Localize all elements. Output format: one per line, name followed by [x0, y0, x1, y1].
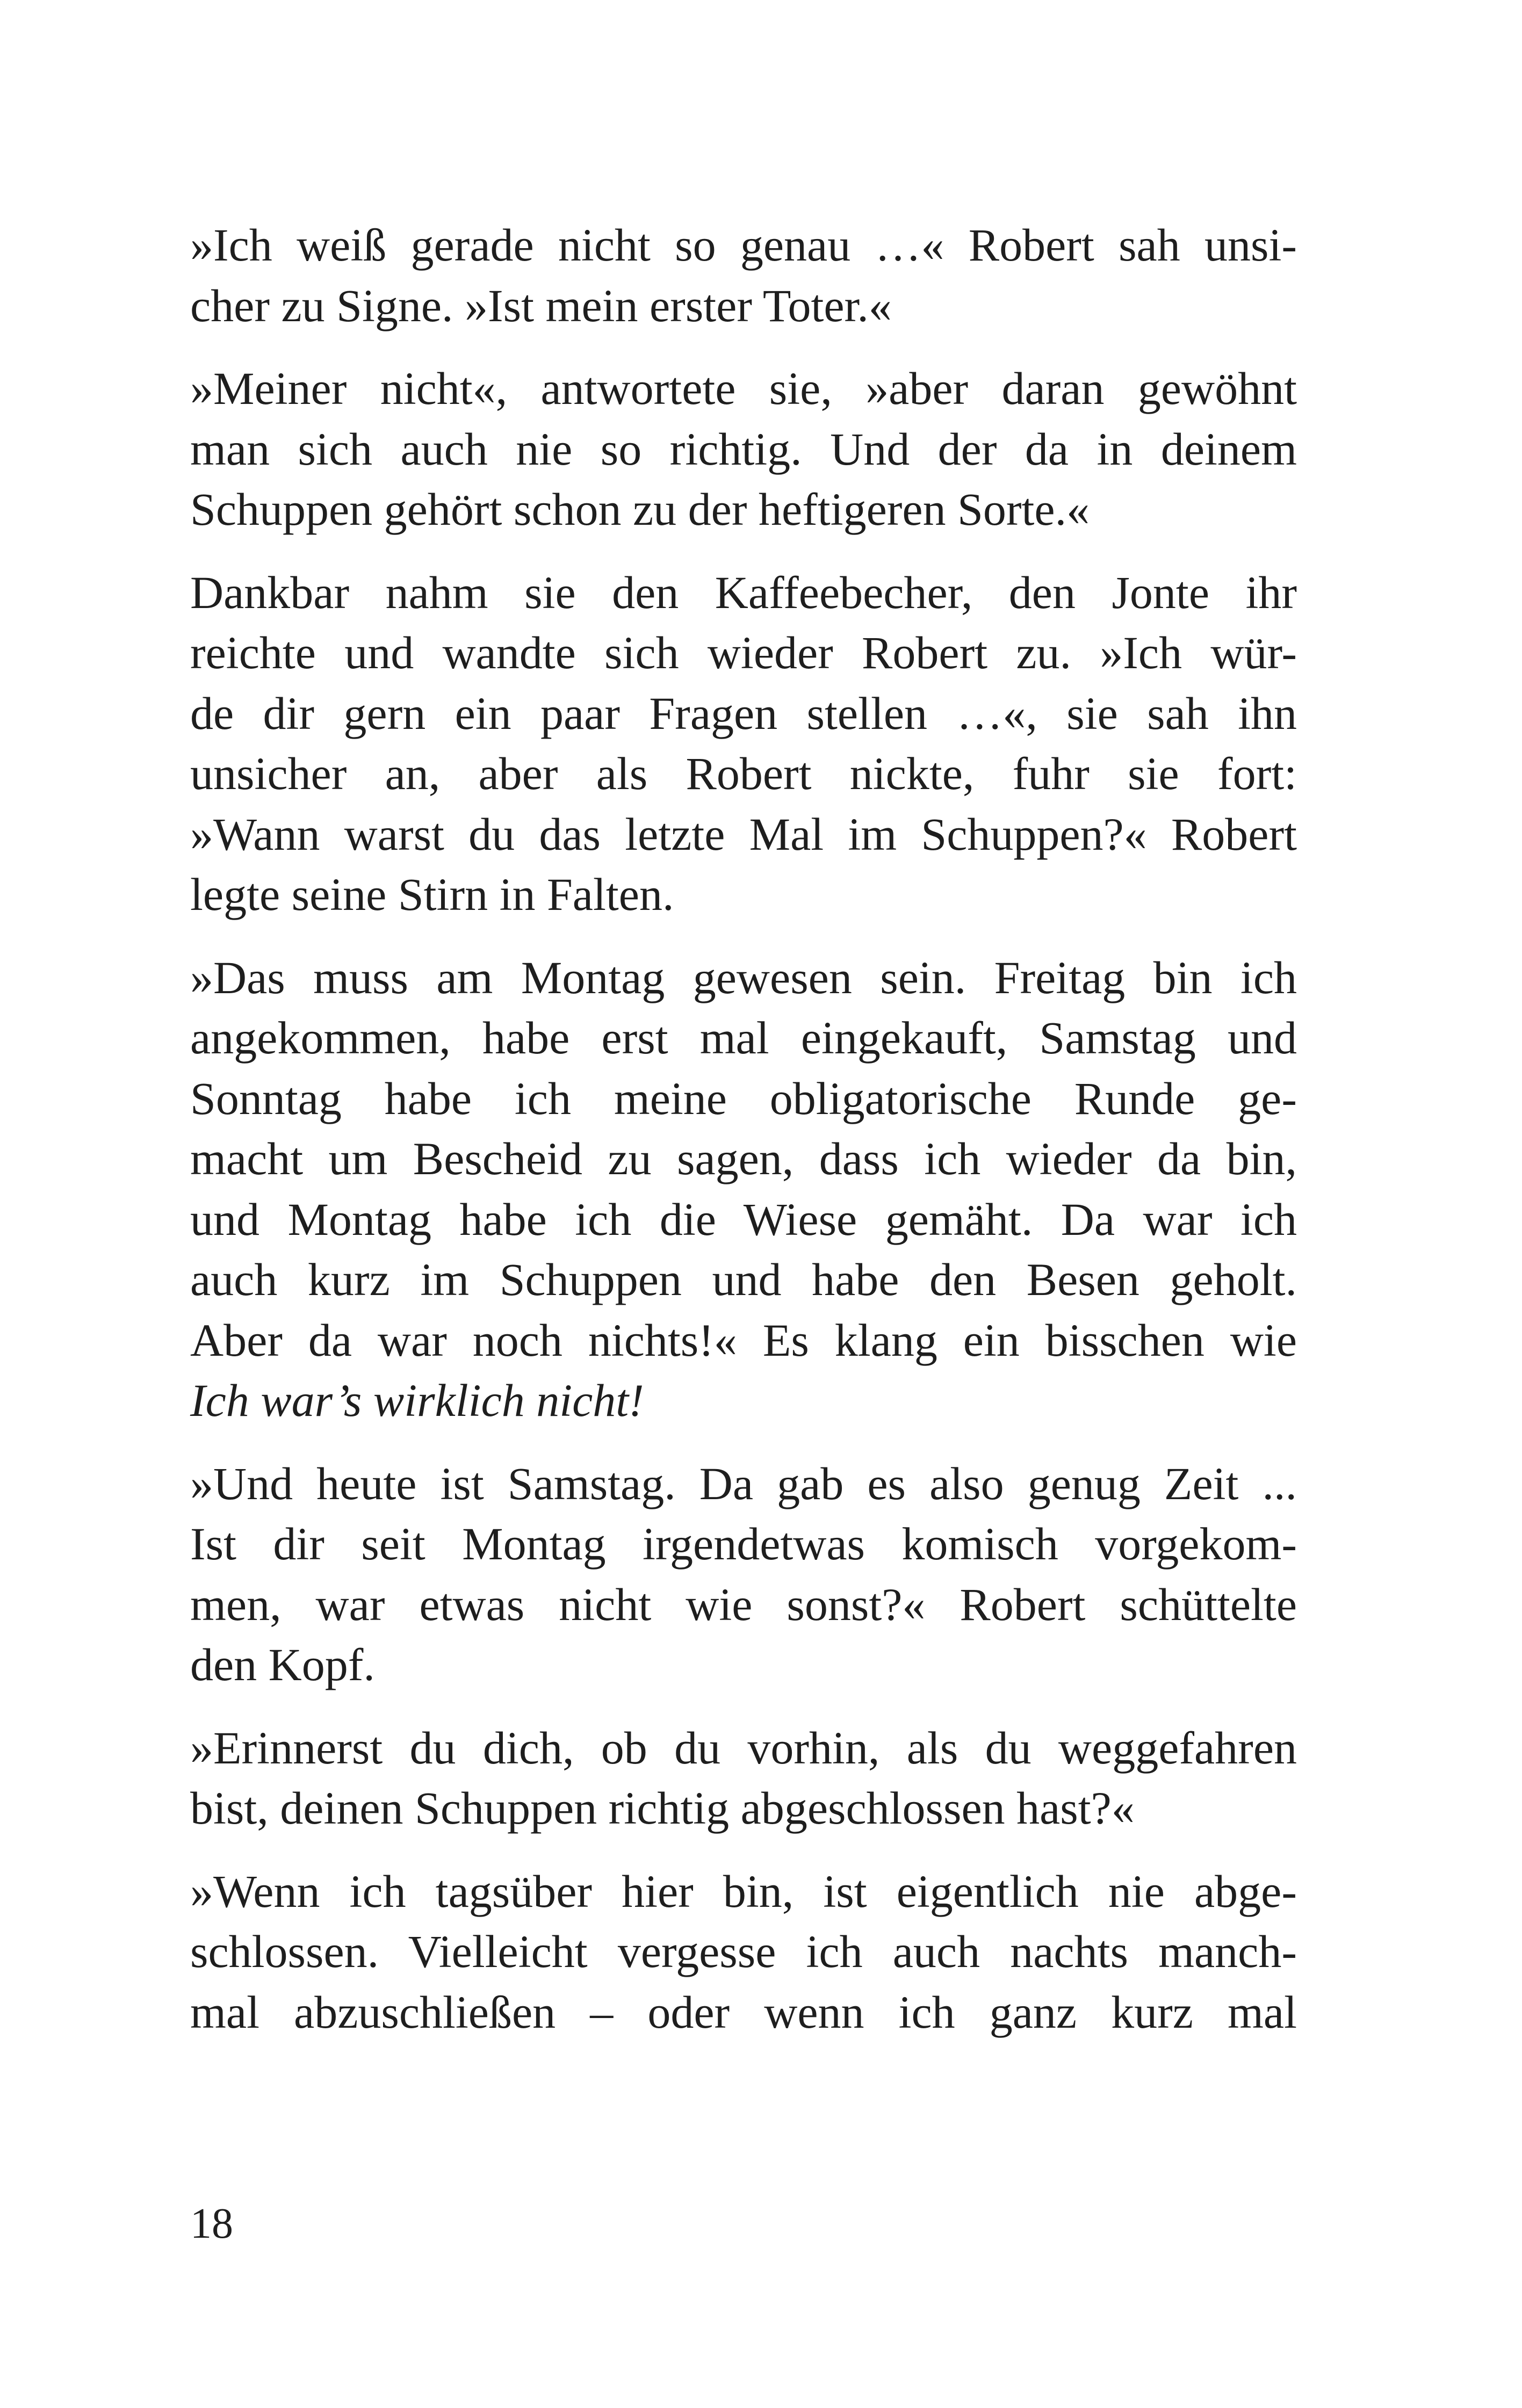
text-line: »Und heute ist Samstag. Da gab es also genug Zeit ... [190, 1457, 1297, 1509]
text-line: mal abzuschließen – oder wenn ich ganz kurz mal [190, 1986, 1297, 2038]
text-line: bist, deinen Schuppen richtig abgeschlossen hast?« [190, 1782, 1135, 1834]
italic-text-line: Ich war’s wirklich nicht! [190, 1375, 644, 1426]
text-line: unsicher an, aber als Robert nickte, fuhr sie fort: [190, 748, 1297, 799]
text-line: »Ich weiß gerade nicht so genau …« Robert sah unsi- [190, 219, 1297, 271]
text-line: angekommen, habe erst mal eingekauft, Samstag und [190, 1012, 1297, 1064]
text-line: reichte und wandte sich wieder Robert zu. »Ich wür- [190, 627, 1297, 678]
text-line: auch kurz im Schuppen und habe den Besen geholt. [190, 1254, 1297, 1305]
body-text [190, 215, 1297, 2042]
text-line: »Wenn ich tagsüber hier bin, ist eigentlich nie abge- [190, 1865, 1297, 1917]
paragraph-6 [190, 1718, 1297, 1839]
paragraph-4 [190, 948, 1297, 1431]
text-line: macht um Bescheid zu sagen, dass ich wieder da bin, [190, 1133, 1297, 1184]
text-line: den Kopf. [190, 1639, 375, 1690]
text-line: Sonntag habe ich meine obligatorische Runde ge- [190, 1072, 1297, 1124]
text-line: de dir gern ein paar Fragen stellen …«, sie sah ihn [190, 687, 1297, 739]
text-line: men, war etwas nicht wie sonst?« Robert schüttelte [190, 1578, 1297, 1630]
text-line: »Meiner nicht«, antwortete sie, »aber daran gewöhnt [190, 363, 1297, 414]
page-number: 18 [190, 2200, 233, 2247]
paragraph-5 [190, 1454, 1297, 1695]
text-line: Ist dir seit Montag irgendetwas komisch vorgekom- [190, 1518, 1297, 1570]
text-line: »Wann warst du das letzte Mal im Schuppen?« Robert [190, 808, 1297, 860]
text-line: schlossen. Vielleicht vergesse ich auch nachts manch- [190, 1926, 1297, 1977]
text-line: cher zu Signe. »Ist mein erster Toter.« [190, 279, 892, 331]
text-line: legte seine Stirn in Falten. [190, 869, 674, 920]
text-line: »Erinnerst du dich, ob du vorhin, als du weggefahren [190, 1722, 1297, 1774]
paragraph-3 [190, 562, 1297, 925]
text-line: Schuppen gehört schon zu der heftigeren Sorte.« [190, 483, 1090, 535]
paragraph-1 [190, 215, 1297, 336]
text-line: man sich auch nie so richtig. Und der da in deinem [190, 423, 1297, 475]
text-line: »Das muss am Montag gewesen sein. Freitag bin ich [190, 951, 1297, 1003]
paragraph-7 [190, 1861, 1297, 2043]
text-line: Dankbar nahm sie den Kaffeebecher, den Jonte ihr [190, 566, 1297, 618]
text-line: und Montag habe ich die Wiese gemäht. Da war ich [190, 1193, 1297, 1245]
paragraph-2 [190, 358, 1297, 540]
text-line: Aber da war noch nichts!« Es klang ein bisschen wie [190, 1314, 1297, 1366]
